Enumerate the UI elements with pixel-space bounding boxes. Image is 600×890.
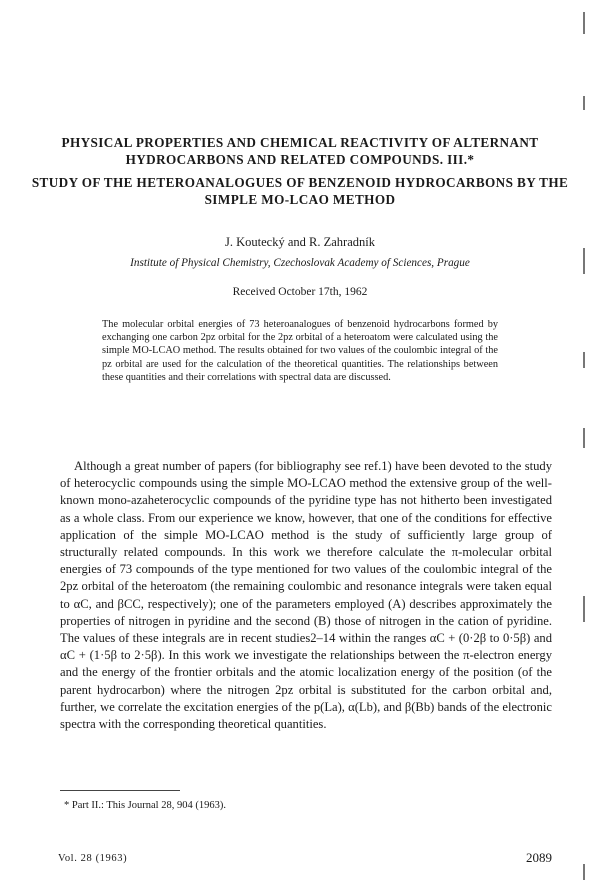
scan-edge-mark: [583, 864, 585, 880]
title-block: [30, 134, 570, 208]
paper-subtitle: STUDY OF THE HETEROANALOGUES OF BENZENOID HYDROCARBONS BY THE SIMPLE MO-LCAO METHOD: [31, 175, 569, 207]
scan-edge-mark: [583, 352, 585, 368]
volume-info: Vol. 28 (1963): [58, 853, 128, 864]
scan-edge-mark: [583, 596, 585, 622]
affiliation: Institute of Physical Chemistry, Czechoslovak Academy of Sciences, Prague: [130, 257, 470, 269]
scan-edge-mark: [583, 96, 585, 110]
page-number: 2089: [526, 850, 552, 865]
scan-edge-mark: [583, 248, 585, 274]
authors: J. Koutecký and R. Zahradník: [225, 235, 375, 249]
body-paragraph: Although a great number of papers (for bibliography see ref.1) have been devoted to the study of heterocyclic compounds using the simple MO-LCAO method the extensive group of the well-known mono-azaheterocyclic compounds of the pyridine type has not hitherto been investigated as a whole class. From our experience we know, however, that one of the conditions for effective application of the simple MO-LCAO method is the study of sufficiently large group of structurally related compounds. In this work we therefore calculate the π-molecular orbital energies of 73 compounds of the type mentioned for two values of the coulombic integral of the 2pz orbital of the heteroatom (the remaining coulombic and resonance integrals were taken equal to αC, and βCC, respectively); one of the parameters employed (A) describes approximately the properties of nitrogen in pyridine and the second (B) those of nitrogen in the cation of pyridine. The values of these integrals are in recent studies2–14 within the ranges αC + (0·2β to 0·5β) and αC + (1·5β to 2·5β). In this work we investigate the relationships between the π-electron energy and the energy of the frontier orbitals and the atomic localization energy of the position (of the parent hydrocarbon) where the nitrogen 2pz orbital is substituted for the carbon orbital and, further, we correlate the excitation energies of the p(La), α(Lb), and β(Bb) bands of the electronic spectra with the corresponding theoretical quantities.: [60, 459, 552, 732]
footnote-divider: [60, 790, 180, 791]
received-date: Received October 17th, 1962: [232, 286, 368, 298]
abstract: The molecular orbital energies of 73 heteroanalogues of benzenoid hydrocarbons formed by exchanging one carbon 2pz orbital for the 2pz orbital of a heteroatom were calculated using the simple MO-LCAO method. The results obtained for two values of the coulombic integral of the pz orbital are used for the calculation of the theoretical quantities. The relationships between these quantities and their correlations with spectral data are discussed.: [102, 319, 498, 383]
paper-title: PHYSICAL PROPERTIES AND CHEMICAL REACTIVITY OF ALTERNANT HYDROCARBONS AND RELATED COMPOUNDS. III.*: [61, 135, 539, 167]
scan-edge-mark: [583, 428, 585, 448]
scan-edge-mark: [583, 12, 585, 34]
footnote: * Part II.: This Journal 28, 904 (1963).: [64, 800, 226, 811]
